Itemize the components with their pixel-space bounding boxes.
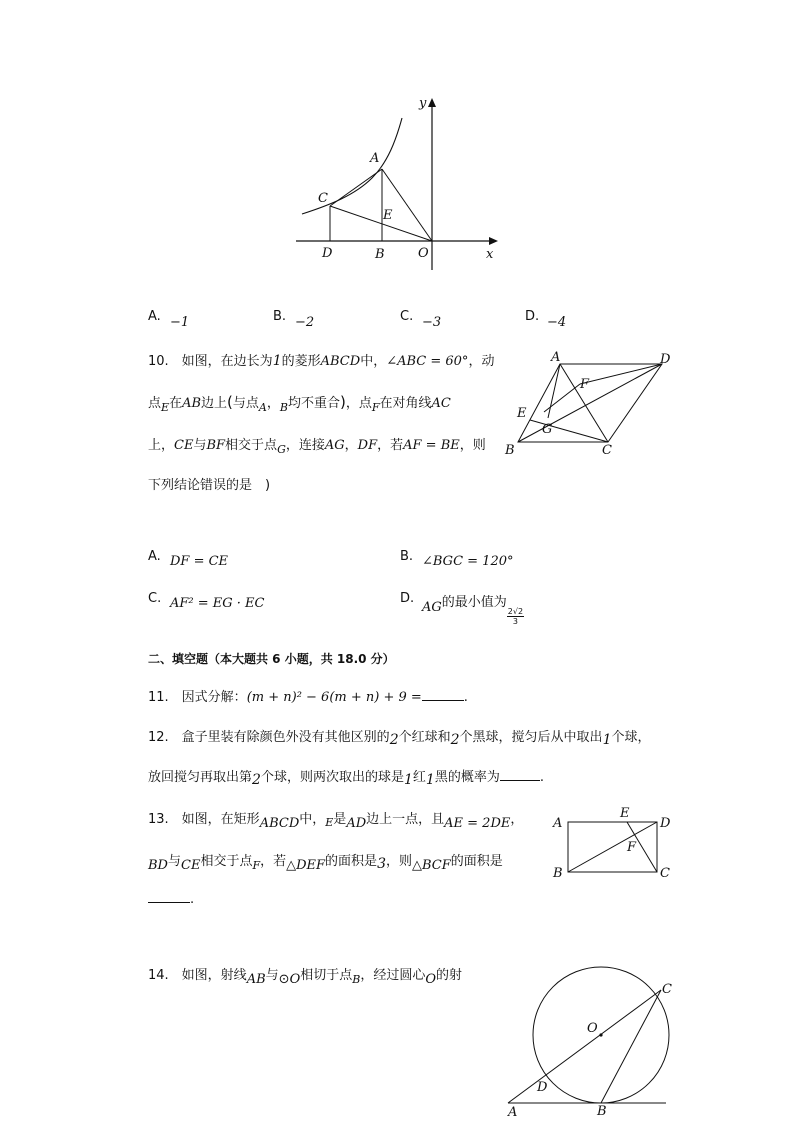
point-label-E: E: [383, 208, 393, 223]
q9-option-a-letter: A.: [148, 309, 161, 324]
rhombus-label-C: C: [602, 443, 612, 458]
rhombus-label-F: F: [580, 377, 590, 392]
q10-option-a-value: DF = CE: [170, 554, 229, 569]
rect-label-D: D: [660, 816, 671, 831]
circle-label-O: O: [587, 1021, 598, 1036]
q10-option-c-value: AF² = EG · EC: [170, 596, 265, 611]
rect-label-E: E: [620, 806, 630, 821]
point-label-B: B: [375, 247, 385, 262]
section-heading-fill-in: 二、填空题（本大题共 6 小题，共 18.0 分）: [148, 652, 395, 666]
q10-line-1: 10. 如图，在边长为1的菱形ABCD中，∠ABC = 60°，动: [148, 353, 495, 369]
q10-line-4: 下列结论错误的是 ): [148, 478, 271, 493]
rhombus-label-A: A: [551, 350, 561, 365]
point-label-A: A: [370, 151, 380, 166]
q13-line-3: .: [148, 892, 194, 907]
q11-line: 11. 因式分解：(m + n)² − 6(m + n) + 9 = .: [148, 690, 468, 705]
q10-option-c-letter: C.: [148, 591, 162, 606]
circle-label-B: B: [597, 1104, 607, 1119]
circle-label-A: A: [508, 1105, 518, 1120]
rect-label-F: F: [627, 840, 637, 855]
q10-option-d-value: AG的最小值为 $\frac{2√2}{3}$: [422, 595, 524, 626]
q10-option-a-letter: A.: [148, 549, 161, 564]
q9-option-c-letter: C.: [400, 309, 414, 324]
q9-option-d-letter: D.: [525, 309, 540, 324]
q9-option-d-value: −4: [547, 315, 567, 330]
point-label-D: D: [322, 246, 333, 261]
fraction-2sqrt2-over-3: $\frac{2√2}{3}$: [507, 607, 524, 626]
q9-option-a-value: −1: [170, 315, 190, 330]
point-label-O: O: [418, 246, 429, 261]
q9-option-b-letter: B.: [273, 309, 287, 324]
rhombus-label-D: D: [660, 352, 671, 367]
axis-y-label: y: [419, 96, 427, 111]
rect-label-A: A: [553, 816, 563, 831]
q9-option-c-value: −3: [422, 315, 442, 330]
q10-line-2: 点$_E$在AB边上(与点$_A$，$_B$均不重合)，点$_F$在对角线AC: [148, 393, 451, 414]
q10-option-b-value: ∠BGC = 120°: [422, 554, 514, 569]
rect-label-C: C: [660, 866, 670, 881]
circle-label-C: C: [662, 982, 672, 997]
q14-line-1: 14. 如图，射线AB与⊙O相切于点$_B$，经过圆心O的射: [148, 968, 463, 987]
q10-option-b-letter: B.: [400, 549, 414, 564]
q12-line-2: 放回搅匀再取出第2个球，则两次取出的球是1红1黑的概率为 .: [148, 770, 544, 788]
rhombus-label-G: G: [542, 422, 553, 437]
q12-line-1: 12. 盒子里装有除颜色外没有其他区别的2个红球和2个黑球，搅匀后从中取出1个球，: [148, 730, 651, 748]
q10-line-3: 上，CE与BF相交于点$_G$，连接AG，DF，若AF = BE，则: [148, 438, 486, 456]
rhombus-label-B: B: [505, 443, 515, 458]
point-label-C: C: [318, 191, 328, 206]
axis-x-label: x: [486, 247, 494, 262]
q13-line-1: 13. 如图，在矩形ABCD中，$_E$是AD边上一点，且AE = 2DE，: [148, 812, 524, 831]
rhombus-label-E: E: [517, 406, 527, 421]
q9-option-b-value: −2: [295, 315, 315, 330]
q13-line-2: BD与CE相交于点$_F$，若△DEF的面积是3，则△BCF的面积是: [148, 854, 503, 873]
q10-option-d-letter: D.: [400, 591, 415, 606]
circle-label-D: D: [537, 1080, 548, 1095]
rect-label-B: B: [553, 866, 563, 881]
